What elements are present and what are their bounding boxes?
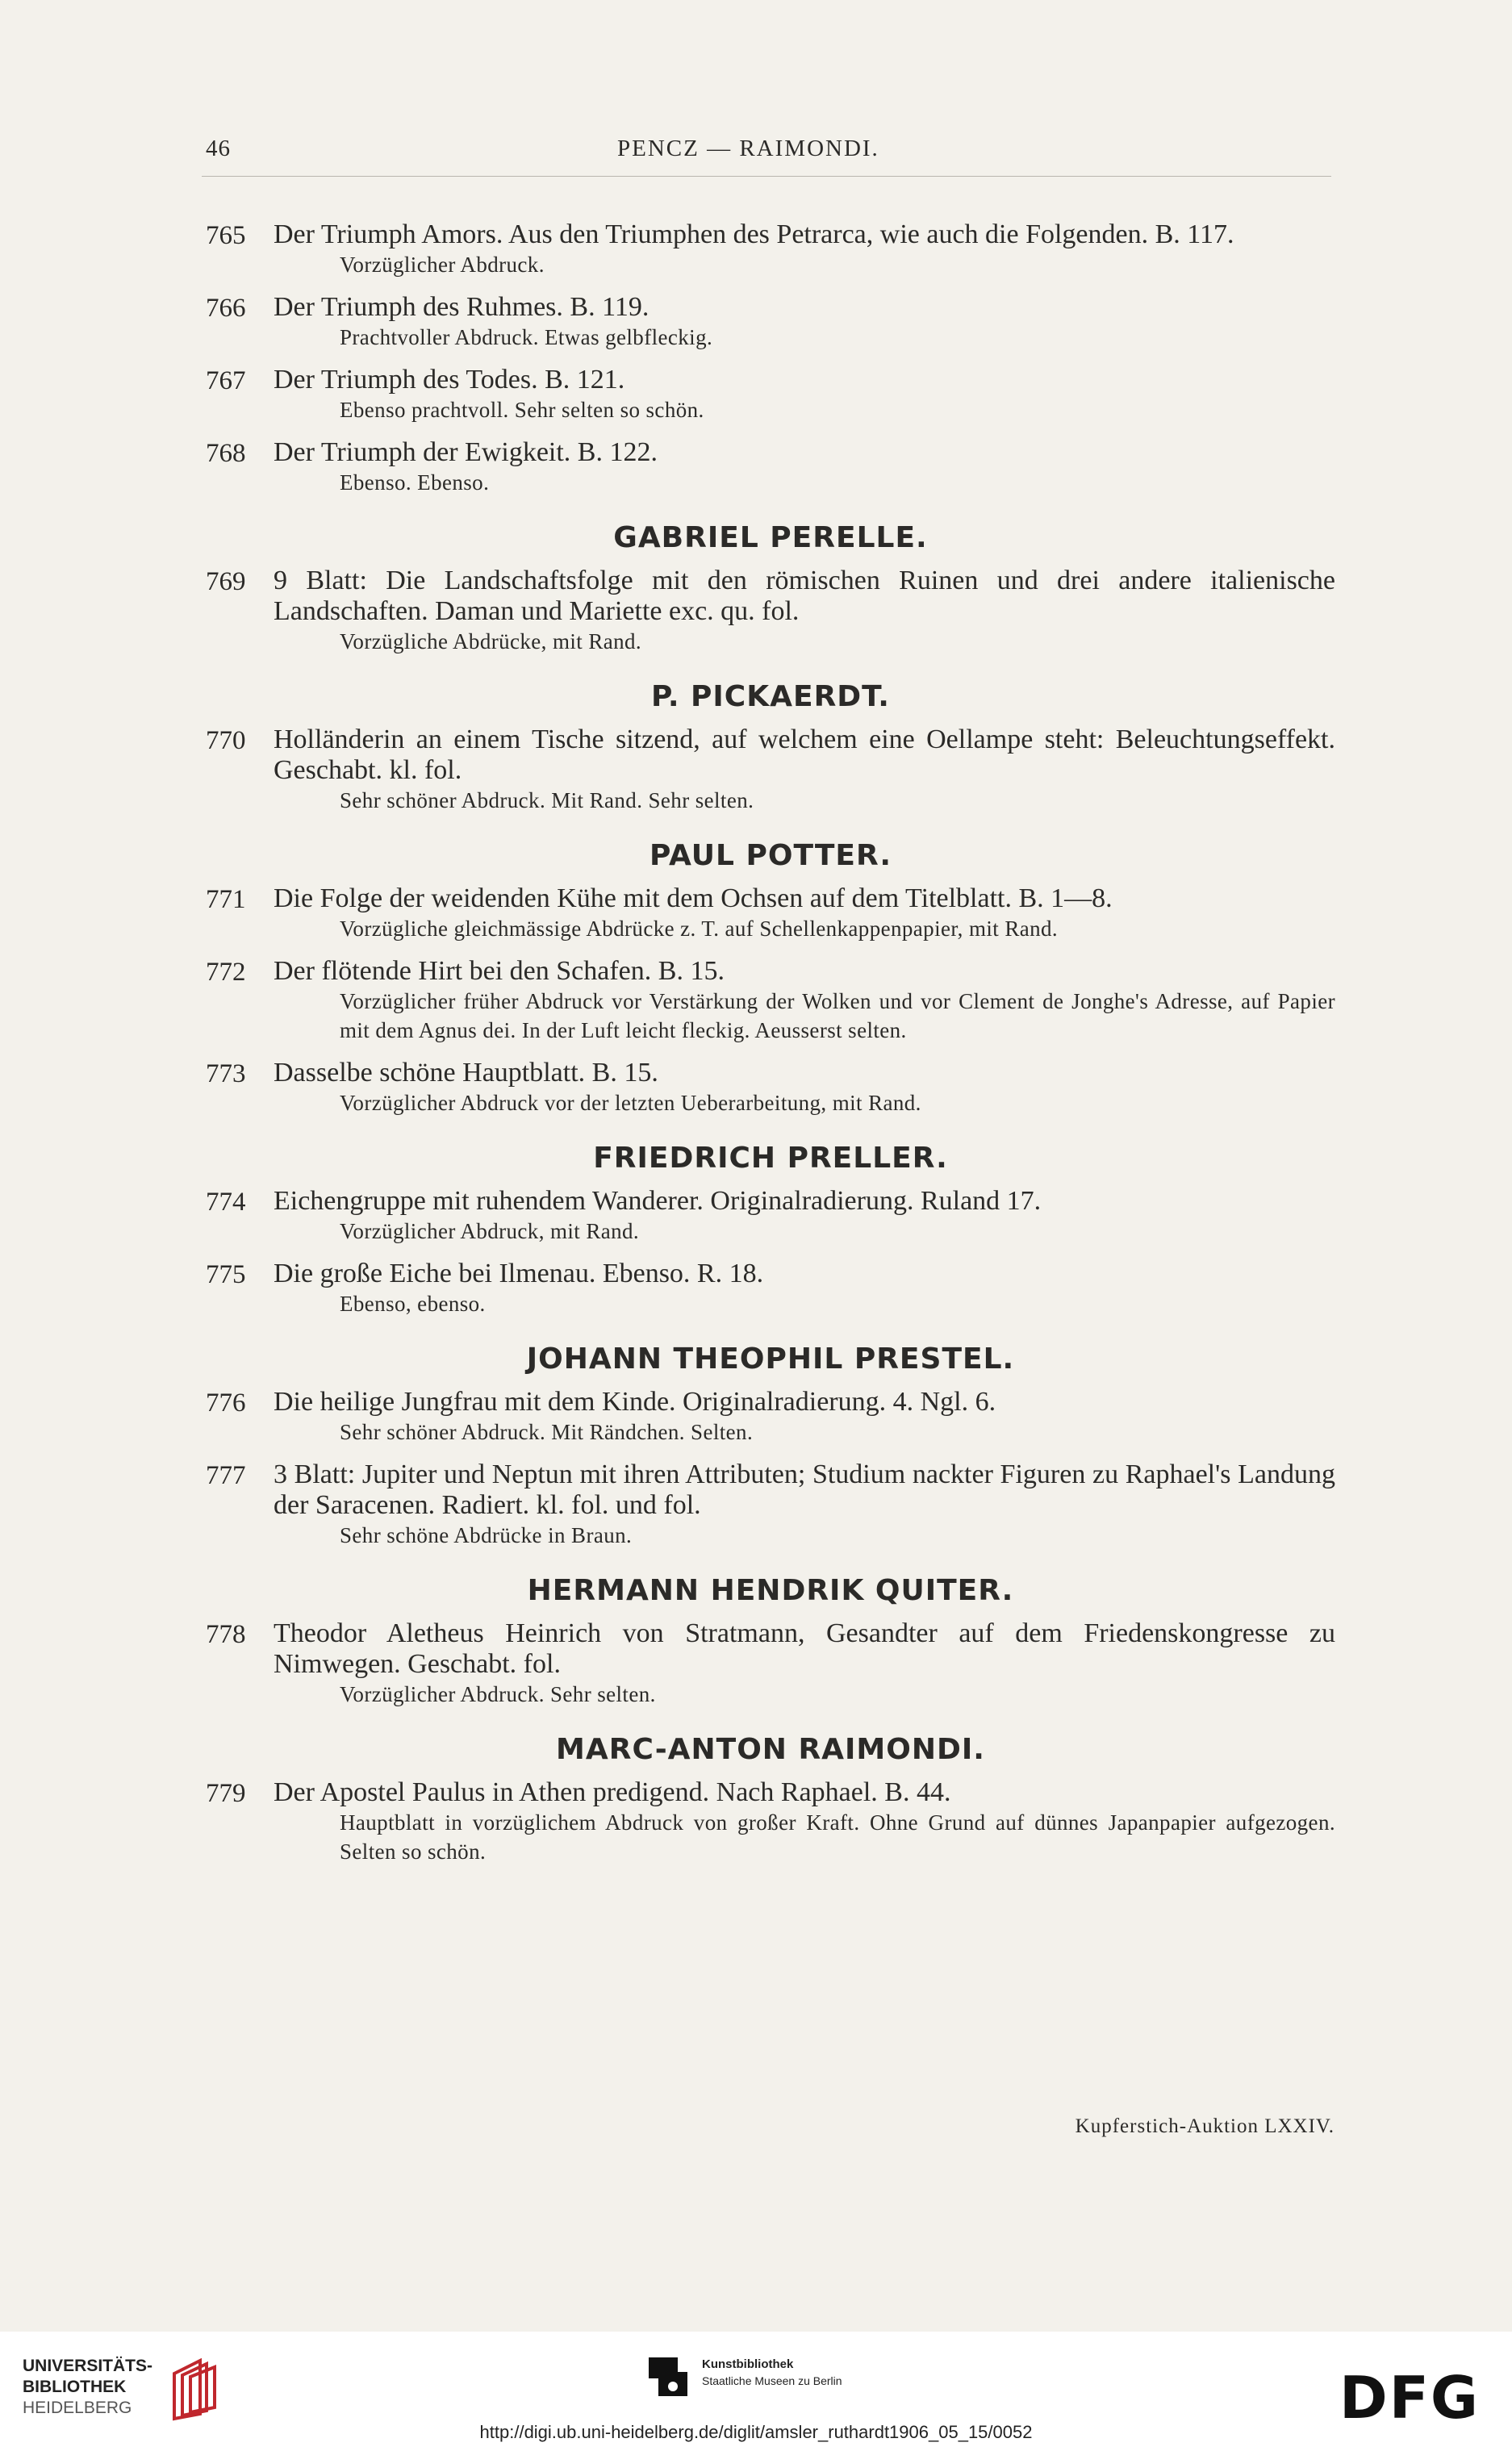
lot-number: 769 <box>206 567 246 596</box>
lot-description: Der Triumph Amors. Aus den Triumphen des Petrarca, wie auch die Folgenden. B. 117. <box>274 219 1234 249</box>
lot-description: 9 Blatt: Die Landschaftsfolge mit den römischen Ruinen und drei andere italienische Landschaften. Daman und Mariette exc. qu. fol. <box>274 566 1335 626</box>
lot-condition: Vorzügliche gleichmässige Abdrücke z. T. auf Schellenkappenpapier, mit Rand. <box>340 917 1059 941</box>
catalog-entry-777 <box>206 1459 1335 1550</box>
lot-condition: Hauptblatt in vorzüglichem Abdruck von großer Kraft. Ohne Grund auf dünnes Japanpapier aufgezogen. Selten so schön. <box>340 1810 1335 1864</box>
artist-heading-quiter: HERMANN HENDRIK QUITER. <box>527 1574 1014 1607</box>
permalink-url[interactable]: http://digi.ub.uni-heidelberg.de/diglit/amsler_ruthardt1906_05_15/0052 <box>479 2422 1033 2442</box>
university-library-logo[interactable] <box>23 2356 232 2428</box>
lot-condition: Sehr schöner Abdruck. Mit Rand. Sehr selten. <box>340 788 754 812</box>
catalog-entry-766 <box>206 292 1335 352</box>
catalog-entry-779 <box>206 1777 1335 1866</box>
lot-condition: Vorzüglicher Abdruck. <box>340 253 545 277</box>
lot-condition: Vorzüglicher Abdruck vor der letzten Ueberarbeitung, mit Rand. <box>340 1091 921 1115</box>
catalog-entry-768 <box>206 437 1335 497</box>
kb-name: Kunstbibliothek <box>702 2357 794 2371</box>
page-header <box>206 136 1335 168</box>
catalog-entry-765 <box>206 219 1335 279</box>
lot-number: 774 <box>206 1188 246 1217</box>
kunstbibliothek-mark-icon <box>645 2354 691 2399</box>
dfg-logo[interactable]: DFG <box>1339 2364 1480 2432</box>
lot-description: 3 Blatt: Jupiter und Neptun mit ihren Attributen; Studium nackter Figuren zu Raphael's Landung der Saracenen. Radiert. kl. fol. und fol. <box>274 1459 1335 1520</box>
catalog-entry-776 <box>206 1387 1335 1447</box>
lot-description: Der flötende Hirt bei den Schafen. B. 15. <box>274 956 725 986</box>
uni-logo-line-1: UNIVERSITÄTS- <box>23 2357 153 2375</box>
artist-heading-perelle: GABRIEL PERELLE. <box>613 521 928 554</box>
catalog-entry-774 <box>206 1186 1335 1246</box>
lot-number: 772 <box>206 958 246 987</box>
lot-description: Der Triumph des Ruhmes. B. 119. <box>274 292 649 322</box>
catalog-entry-775 <box>206 1259 1335 1318</box>
lot-description: Holländerin an einem Tische sitzend, auf welchem eine Oellampe steht: Beleuchtungseffekt. Geschabt. kl. fol. <box>274 724 1335 785</box>
lot-description: Theodor Aletheus Heinrich von Stratmann, Gesandter auf dem Friedenskongresse zu Nimwegen. Geschabt. fol. <box>274 1618 1335 1679</box>
catalog-entry-772 <box>206 956 1335 1045</box>
header-rule <box>202 176 1331 177</box>
lot-description: Der Triumph der Ewigkeit. B. 122. <box>274 437 658 467</box>
lot-description: Die große Eiche bei Ilmenau. Ebenso. R. 18. <box>274 1259 764 1288</box>
lot-number: 768 <box>206 439 246 468</box>
lot-condition: Vorzügliche Abdrücke, mit Rand. <box>340 629 642 653</box>
lot-condition: Ebenso prachtvoll. Sehr selten so schön. <box>340 398 704 422</box>
lot-number: 771 <box>206 885 246 914</box>
artist-heading-pickaerdt: P. PICKAERDT. <box>651 680 890 713</box>
lot-number: 770 <box>206 726 246 755</box>
digitization-footer <box>0 2332 1512 2451</box>
lot-description: Die Folge der weidenden Kühe mit dem Ochsen auf dem Titelblatt. B. 1—8. <box>274 883 1113 913</box>
lot-condition: Ebenso. Ebenso. <box>340 470 490 495</box>
lot-number: 777 <box>206 1461 246 1490</box>
catalog-signature: Kupferstich-Auktion LXXIV. <box>1075 2115 1334 2137</box>
lot-number: 765 <box>206 221 246 250</box>
kunstbibliothek-logo[interactable] <box>645 2354 920 2403</box>
artist-heading-preller: FRIEDRICH PRELLER. <box>593 1142 948 1175</box>
uni-logo-line-3: HEIDELBERG <box>23 2399 132 2417</box>
lot-number: 775 <box>206 1260 246 1289</box>
lot-condition: Sehr schöne Abdrücke in Braun. <box>340 1523 633 1547</box>
lot-description: Dasselbe schöne Hauptblatt. B. 15. <box>274 1058 658 1088</box>
lot-condition: Prachtvoller Abdruck. Etwas gelbfleckig. <box>340 325 713 349</box>
running-title: PENCZ — RAIMONDI. <box>617 136 879 161</box>
lot-number: 778 <box>206 1620 246 1649</box>
catalog-entry-778 <box>206 1618 1335 1709</box>
lot-description: Der Apostel Paulus in Athen predigend. Nach Raphael. B. 44. <box>274 1777 951 1807</box>
lot-condition: Sehr schöner Abdruck. Mit Rändchen. Selten. <box>340 1420 754 1444</box>
catalog-content <box>206 219 1335 1866</box>
artist-heading-potter: PAUL POTTER. <box>649 839 892 872</box>
artist-heading-prestel: JOHANN THEOPHIL PRESTEL. <box>526 1342 1015 1376</box>
lot-condition: Ebenso, ebenso. <box>340 1292 486 1316</box>
lot-number: 776 <box>206 1388 246 1418</box>
catalog-entry-771 <box>206 883 1335 943</box>
uni-logo-line-2: BIBLIOTHEK <box>23 2378 127 2396</box>
catalog-entry-773 <box>206 1058 1335 1117</box>
kb-subtitle: Staatliche Museen zu Berlin <box>702 2374 842 2387</box>
library-mark-icon <box>168 2357 224 2422</box>
lot-number: 767 <box>206 366 246 395</box>
lot-description: Eichengruppe mit ruhendem Wanderer. Originalradierung. Ruland 17. <box>274 1186 1042 1216</box>
lot-condition: Vorzüglicher Abdruck. Sehr selten. <box>340 1682 656 1706</box>
lot-description: Der Triumph des Todes. B. 121. <box>274 365 625 395</box>
lot-description: Die heilige Jungfrau mit dem Kinde. Originalradierung. 4. Ngl. 6. <box>274 1387 996 1417</box>
lot-number: 779 <box>206 1779 246 1808</box>
lot-number: 773 <box>206 1059 246 1088</box>
lot-condition: Vorzüglicher Abdruck, mit Rand. <box>340 1219 640 1243</box>
catalog-entry-767 <box>206 365 1335 424</box>
catalog-entry-769 <box>206 566 1335 656</box>
lot-condition: Vorzüglicher früher Abdruck vor Verstärkung der Wolken und vor Clement de Jonghe's Adresse, auf Papier mit dem Agnus dei. In der Luft leicht fleckig. Aeusserst selten. <box>340 989 1335 1042</box>
page-number: 46 <box>206 136 231 161</box>
catalog-entry-770 <box>206 724 1335 815</box>
lot-number: 766 <box>206 294 246 323</box>
artist-heading-raimondi: MARC-ANTON RAIMONDI. <box>556 1733 985 1766</box>
